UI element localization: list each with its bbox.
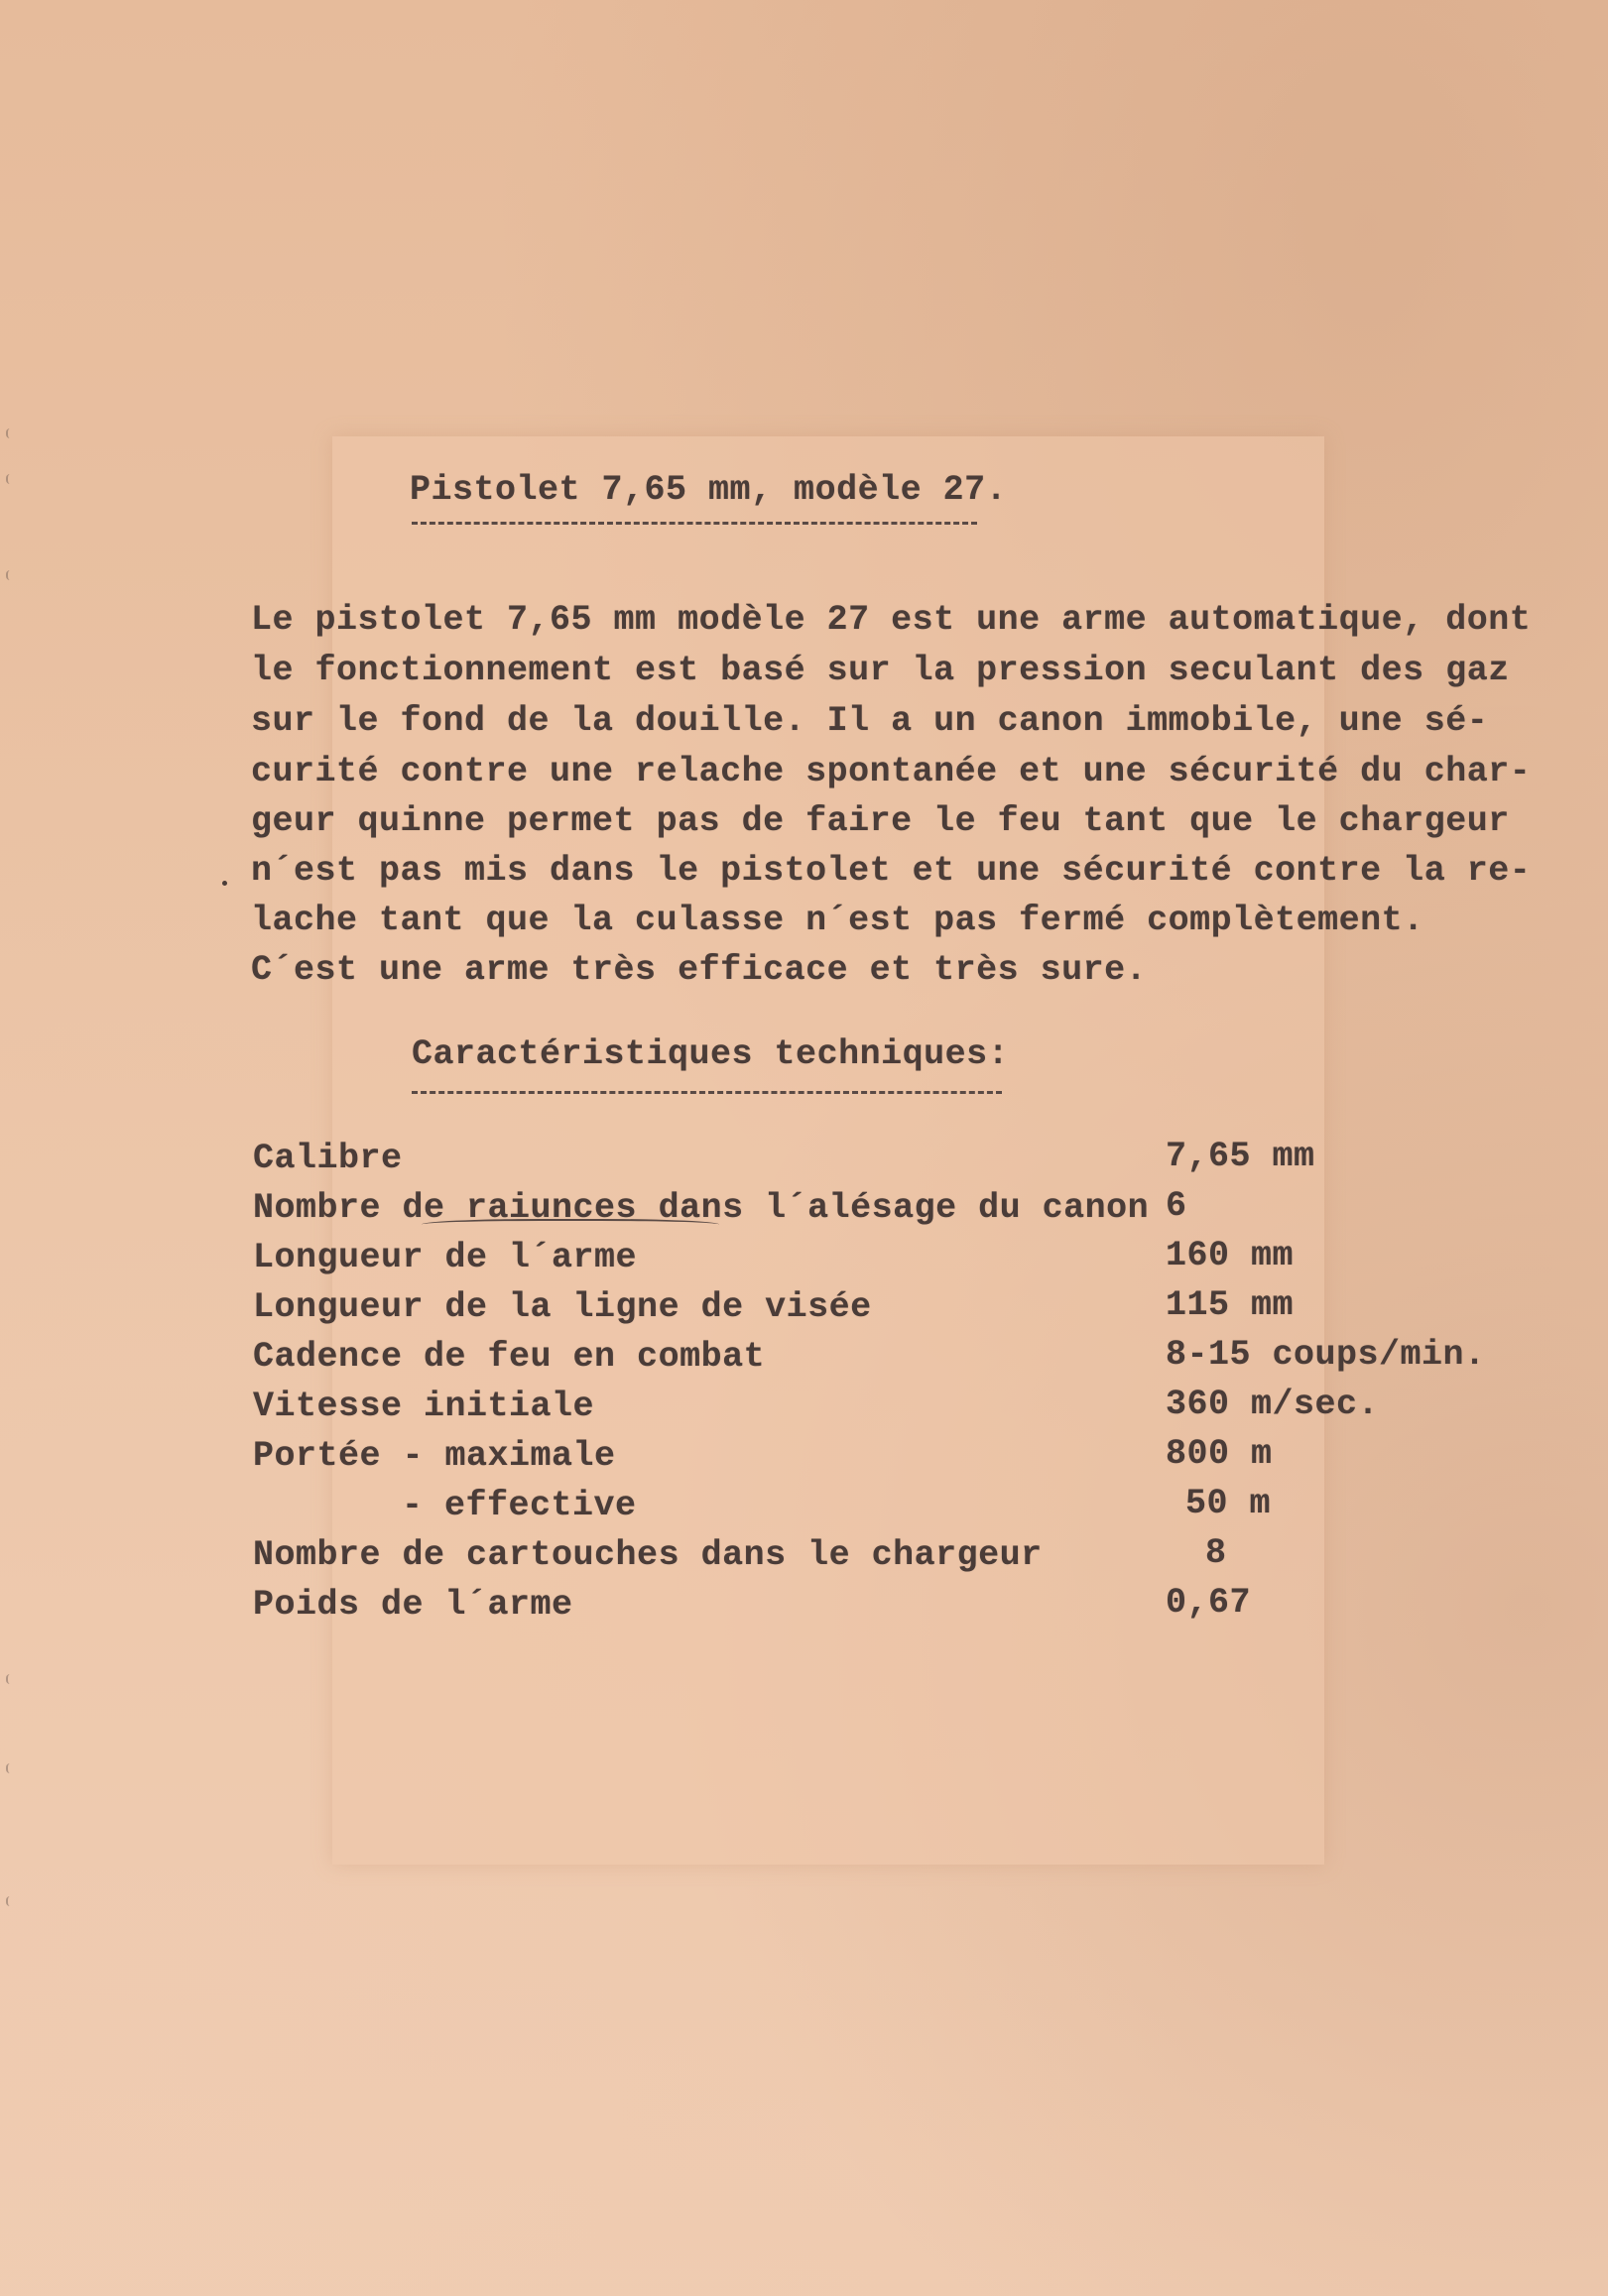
spec-value: 800 m: [1166, 1434, 1273, 1474]
paragraph-line: lache tant que la culasse n´est pas fermé complètement.: [251, 901, 1424, 940]
paragraph-line: Le pistolet 7,65 mm modèle 27 est une arme automatique, dont: [251, 600, 1532, 640]
handwritten-underline: [422, 1219, 719, 1233]
specs-heading: Caractéristiques techniques:: [412, 1034, 1010, 1074]
binding-hole-mark: [6, 474, 16, 484]
binding-hole-mark: [6, 1763, 16, 1773]
spec-value: 6: [1166, 1186, 1187, 1226]
binding-hole-mark: [6, 428, 16, 438]
spec-label: - effective: [402, 1486, 637, 1525]
paragraph-line: C´est une arme très efficace et très sure.: [251, 950, 1148, 990]
title-dashed-underline: [412, 522, 977, 525]
spec-label: Calibre: [253, 1139, 403, 1178]
spec-value: 8: [1205, 1533, 1227, 1573]
spec-value: 160 mm: [1166, 1236, 1295, 1275]
binding-hole-mark: [6, 570, 16, 580]
paragraph-line: curité contre une relache spontanée et une sécurité du char-: [251, 752, 1532, 791]
spec-value: 7,65 mm: [1166, 1137, 1315, 1176]
spec-label: Nombre de cartouches dans le chargeur: [253, 1535, 1043, 1575]
spec-label: Longueur de la ligne de visée: [253, 1287, 872, 1327]
paragraph-line: sur le fond de la douille. Il a un canon immobile, une sé-: [251, 701, 1489, 741]
spec-value: 360 m/sec.: [1166, 1385, 1380, 1424]
spec-label: Cadence de feu en combat: [253, 1337, 766, 1377]
document-title: Pistolet 7,65 mm, modèle 27.: [410, 470, 1008, 510]
spec-label: Poids de l´arme: [253, 1585, 573, 1625]
spec-label: Longueur de l´arme: [253, 1238, 638, 1277]
spec-value: 8-15 coups/min.: [1166, 1335, 1486, 1375]
spec-label: Portée - maximale: [253, 1436, 616, 1476]
margin-ink-dot: [222, 881, 227, 886]
paragraph-line: n´est pas mis dans le pistolet et une sécurité contre la re-: [251, 851, 1532, 891]
spec-value: 0,67: [1166, 1583, 1252, 1623]
binding-hole-mark: [6, 1896, 16, 1906]
spec-label: Nombre de raiunces dans l´alésage du canon: [253, 1188, 1150, 1228]
spec-value: 115 mm: [1166, 1285, 1295, 1325]
paragraph-line: le fonctionnement est basé sur la pression seculant des gaz: [251, 651, 1510, 690]
spec-value: 50 m: [1185, 1484, 1272, 1523]
paragraph-line: geur quinne permet pas de faire le feu tant que le chargeur: [251, 801, 1510, 841]
binding-hole-mark: [6, 1674, 16, 1684]
specs-heading-dashed-underline: [412, 1091, 1002, 1094]
spec-label: Vitesse initiale: [253, 1387, 595, 1426]
